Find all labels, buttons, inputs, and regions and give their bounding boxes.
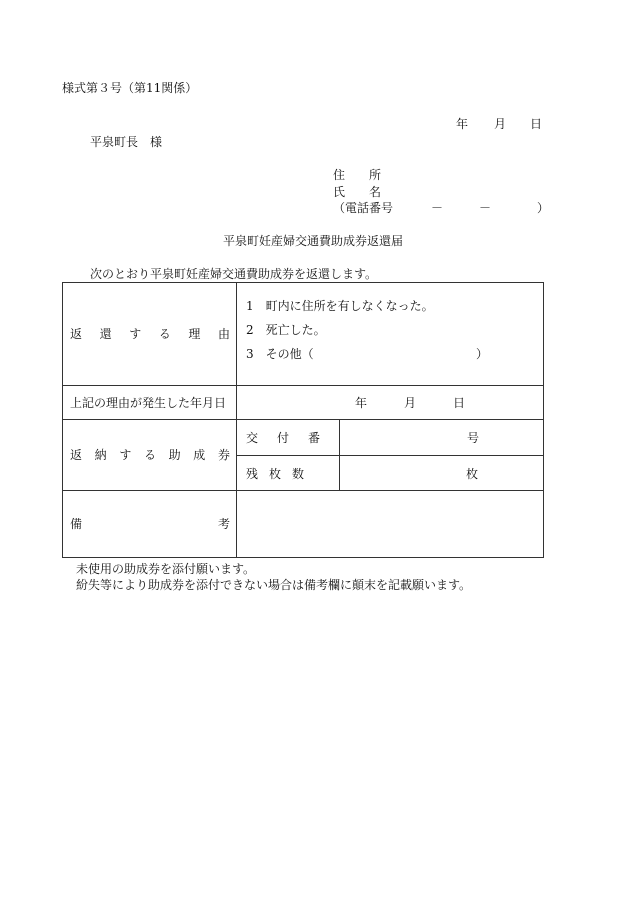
- reason-label: [70, 327, 230, 341]
- remarks-label-char: 備: [70, 517, 83, 531]
- table-rule: [63, 385, 543, 386]
- return-form-table: [62, 282, 544, 558]
- returned-label-char: 券: [217, 448, 230, 462]
- returned-label-char: 助: [168, 448, 181, 462]
- reason-label-char: 由: [217, 327, 230, 341]
- reason-option-3-close: ）: [476, 347, 489, 361]
- date-occurred-year: 年: [355, 396, 368, 410]
- returned-vouchers-label: [70, 448, 230, 462]
- remarks-label-char: 考: [217, 517, 230, 531]
- addressee: 平泉町長 様: [90, 135, 163, 149]
- returned-label-char: す: [119, 448, 132, 462]
- phone-dash-2: －: [479, 201, 492, 215]
- remaining-label-char: 数: [291, 467, 304, 481]
- name-label-char: 名: [368, 185, 381, 199]
- date-occurred-label: 上記の理由が発生した年月日: [70, 396, 227, 410]
- intro-text: 次のとおり平泉町妊産婦交通費助成券を返還します。: [90, 267, 378, 281]
- issue-number-suffix: 号: [467, 431, 480, 445]
- table-rule: [63, 490, 543, 491]
- submission-date-month: 月: [494, 117, 507, 131]
- name-label-char: 氏: [333, 185, 346, 199]
- reason-label-char: 理: [188, 327, 201, 341]
- submission-date-day: 日: [530, 117, 543, 131]
- returned-label-char: 納: [94, 448, 107, 462]
- remaining-count-label: [246, 467, 304, 481]
- phone-dash-1: －: [431, 201, 444, 215]
- issue-number-label-char: 付: [276, 431, 289, 445]
- reason-label-char: 還: [99, 327, 112, 341]
- returned-label-char: る: [143, 448, 156, 462]
- reason-label-char: る: [158, 327, 171, 341]
- address-label: [333, 168, 381, 182]
- address-label-char: 所: [368, 168, 381, 182]
- submission-date-year: 年: [456, 117, 469, 131]
- remaining-count-suffix: 枚: [466, 467, 479, 481]
- reason-label-char: す: [129, 327, 142, 341]
- phone-close-paren: ）: [537, 201, 550, 215]
- issue-number-label-char: 番: [307, 431, 320, 445]
- issue-number-label-char: 交: [246, 431, 259, 445]
- table-rule: [237, 455, 543, 456]
- document-title: 平泉町妊産婦交通費助成券返還届: [223, 234, 404, 248]
- name-label: [333, 185, 381, 199]
- remaining-label-char: 残: [246, 467, 259, 481]
- note-2: 紛失等により助成券を添付できない場合は備考欄に顛末を記載願います。: [76, 578, 472, 592]
- reason-option-3: 3 その他（: [246, 347, 314, 361]
- note-1: 未使用の助成券を添付願います。: [76, 562, 256, 576]
- phone-label: （電話番号: [333, 201, 394, 215]
- date-occurred-month: 月: [404, 396, 417, 410]
- reason-label-char: 返: [70, 327, 83, 341]
- returned-label-char: 成: [193, 448, 206, 462]
- table-rule: [236, 283, 237, 557]
- reason-option-1: 1 町内に住所を有しなくなった。: [246, 299, 434, 313]
- address-label-char: 住: [333, 168, 346, 182]
- date-occurred-day: 日: [453, 396, 466, 410]
- table-rule: [63, 419, 543, 420]
- remarks-label: [70, 517, 230, 531]
- issue-number-label: [246, 431, 320, 445]
- reason-option-2: 2 死亡した。: [246, 323, 326, 337]
- remaining-label-char: 枚: [268, 467, 281, 481]
- table-rule: [339, 419, 340, 490]
- returned-label-char: 返: [70, 448, 83, 462]
- form-number: 様式第３号（第11関係）: [62, 81, 198, 95]
